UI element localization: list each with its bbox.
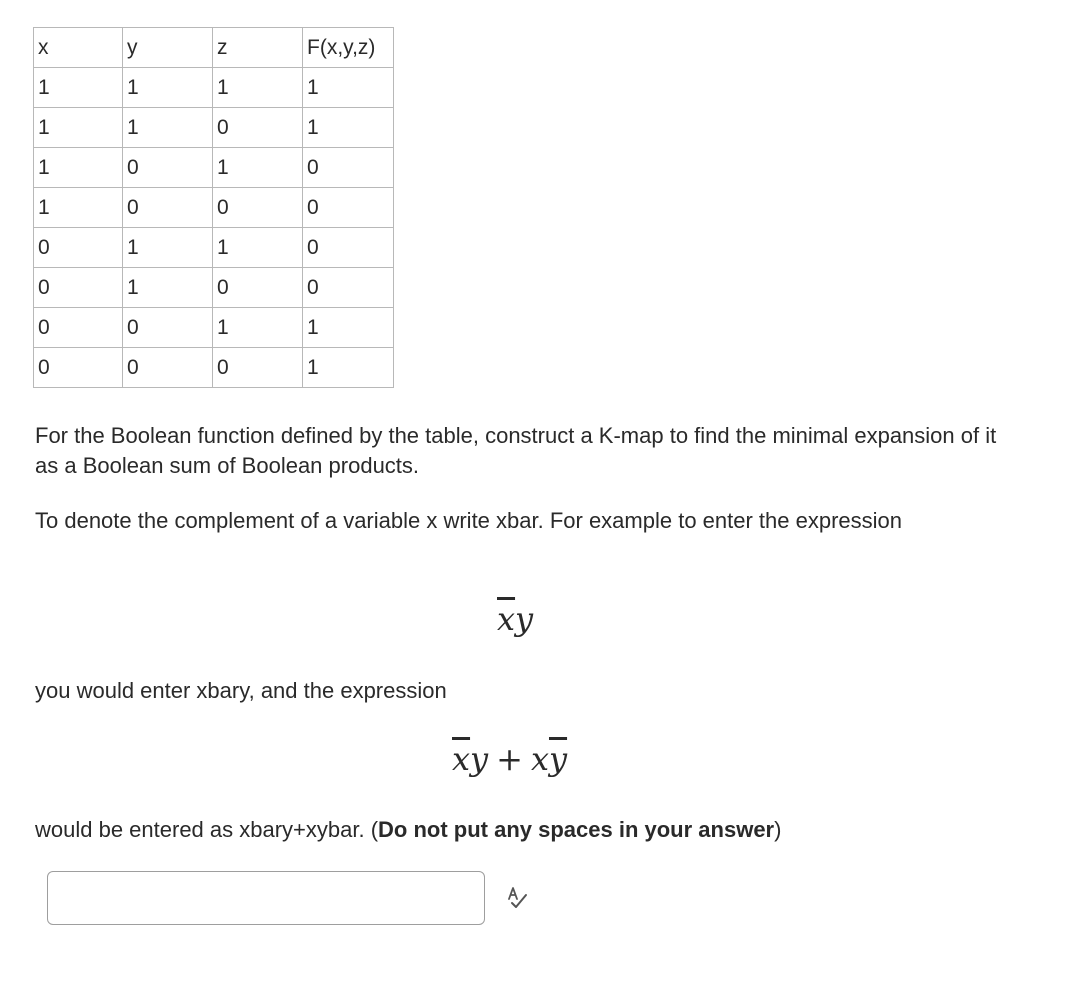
table-row [34, 228, 394, 268]
table-cell: 0 [34, 308, 123, 348]
table-cell: 1 [123, 228, 213, 268]
plus-operator: + [496, 740, 523, 778]
table-cell: 0 [123, 148, 213, 188]
instruction-text: would be entered as xbary+xybar. ( [35, 817, 379, 842]
table-cell: 1 [34, 68, 123, 108]
table-cell: 0 [34, 268, 123, 308]
variable: x [530, 740, 549, 778]
table-row [34, 148, 394, 188]
table-cell: 1 [303, 308, 394, 348]
table-cell: 0 [123, 308, 213, 348]
instruction-text-end: ) [774, 817, 782, 842]
table-cell: 0 [123, 188, 213, 228]
table-cell: 1 [213, 308, 303, 348]
table-cell: 0 [303, 228, 394, 268]
table-row [34, 188, 394, 228]
table-header-z: z [213, 28, 303, 68]
table-cell: 1 [34, 188, 123, 228]
table-row [34, 348, 394, 388]
example-expression-2 [452, 740, 567, 778]
table-header-x: x [34, 28, 123, 68]
table-cell: 0 [303, 188, 394, 228]
table-header-f: F(x,y,z) [303, 28, 394, 68]
complemented-variable: $\overline{y}$ [548, 740, 568, 778]
truth-table [33, 27, 394, 388]
table-cell: 1 [123, 108, 213, 148]
table-cell: 1 [34, 148, 123, 188]
table-row [34, 308, 394, 348]
variable: y [470, 740, 489, 778]
example-expression-1 [497, 600, 533, 638]
table-row [34, 68, 394, 108]
table-header-y: y [123, 28, 213, 68]
table-cell: 1 [213, 148, 303, 188]
table-cell: 0 [213, 108, 303, 148]
table-cell: 0 [213, 268, 303, 308]
table-cell: 0 [123, 348, 213, 388]
table-cell: 0 [213, 348, 303, 388]
question-paragraph: For the Boolean function defined by the table, construct a K-map to find the minimal expansion of it as a Boolean sum of Boolean products. [35, 423, 997, 478]
table-cell: 0 [213, 188, 303, 228]
complemented-variable: $\overline{x}$ [497, 600, 516, 638]
spellcheck-icon[interactable] [503, 884, 531, 912]
answer-input[interactable] [47, 871, 485, 925]
variable: y [515, 600, 534, 638]
instruction-paragraph: To denote the complement of a variable x write xbar. For example to enter the expression [35, 508, 903, 533]
table-cell: 0 [34, 228, 123, 268]
complemented-variable: $\overline{x}$ [452, 740, 471, 778]
table-cell: 1 [213, 68, 303, 108]
instruction-paragraph-2: you would enter xbary, and the expression [35, 678, 447, 703]
table-cell: 1 [123, 268, 213, 308]
table-row [34, 268, 394, 308]
table-row [34, 108, 394, 148]
table-cell: 1 [303, 108, 394, 148]
table-cell: 1 [34, 108, 123, 148]
table-cell: 0 [303, 148, 394, 188]
table-cell: 1 [123, 68, 213, 108]
table-cell: 1 [303, 68, 394, 108]
bold-instruction: Do not put any spaces in your answer [378, 817, 775, 842]
table-cell: 1 [213, 228, 303, 268]
table-cell: 0 [34, 348, 123, 388]
instruction-paragraph-3 [35, 815, 1025, 845]
table-header-row [34, 28, 394, 68]
table-cell: 0 [303, 268, 394, 308]
table-cell: 1 [303, 348, 394, 388]
